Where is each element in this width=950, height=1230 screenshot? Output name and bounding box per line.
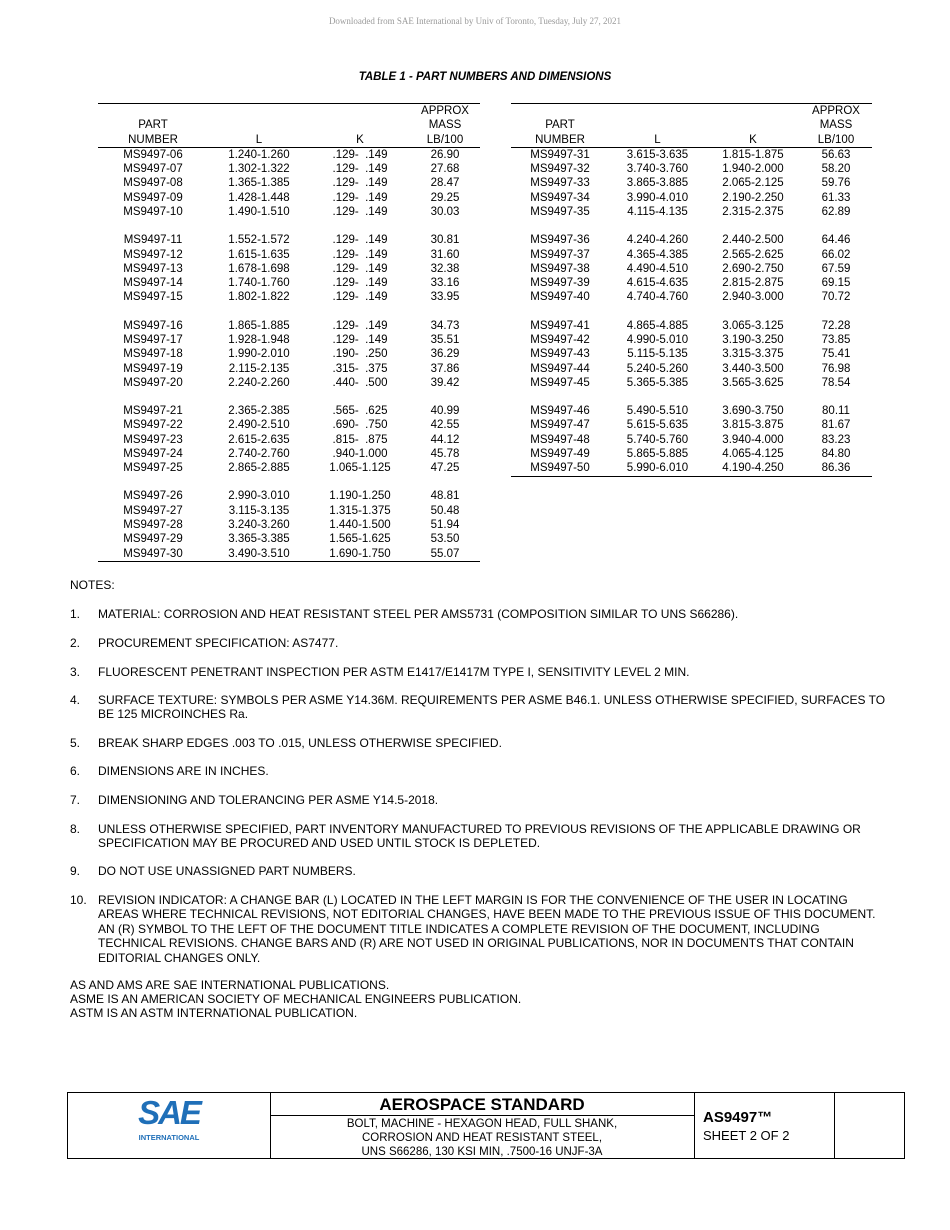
l-dimension-cell: 5.115-5.135 [627, 348, 688, 361]
table-row [98, 176, 480, 190]
sae-logo [68, 1093, 270, 1158]
l-dimension-cell: 4.615-4.635 [626, 277, 689, 290]
table-title: TABLE 1 - PART NUMBERS AND DIMENSIONS [358, 71, 612, 83]
part-number-cell: MS9497-43 [530, 348, 590, 361]
k-dimension-cell: 2.815-2.875 [722, 277, 784, 290]
part-number-cell: MS9497-27 [123, 504, 183, 517]
mass-cell: 27.68 [430, 163, 460, 176]
mass-cell: 30.03 [430, 206, 460, 219]
mass-cell: 35.51 [430, 333, 460, 346]
k-dimension-cell: 1.690-1.750 [310, 547, 410, 562]
l-dimension-cell: 3.865-3.885 [626, 177, 689, 190]
mass-cell: 33.16 [430, 277, 460, 290]
l-dimension-cell: 4.115-4.135 [627, 206, 688, 219]
table-row [511, 305, 872, 333]
mass-cell: 81.67 [821, 419, 851, 432]
mass-cell: 62.89 [821, 206, 851, 219]
note-number: 3. [70, 665, 81, 679]
table-row [98, 147, 480, 162]
k-dimension-cell: 2.690-2.750 [722, 262, 784, 275]
table-row [98, 461, 480, 475]
k-dimension-cell: 3.565-3.625 [722, 376, 784, 389]
k-dimension-cell: 4.190-4.250 [706, 461, 800, 476]
table-row [98, 504, 480, 518]
table-row [98, 347, 480, 361]
k-dimension-cell: .129- .149 [332, 177, 388, 190]
note-number: 4. [70, 693, 81, 707]
table-row [511, 376, 872, 390]
mass-cell: 70.72 [821, 291, 851, 304]
mass-cell: 33.95 [430, 291, 460, 304]
k-dimension-cell: .815- .875 [332, 433, 388, 446]
table-row [98, 362, 480, 376]
note-number: 5. [70, 736, 81, 750]
part-number-cell: MS9497-45 [530, 376, 590, 389]
mass-cell: 55.07 [410, 547, 480, 562]
title-cell [270, 1093, 695, 1158]
l-dimension-cell: 2.490-2.510 [228, 419, 290, 432]
sae-logo-mark: SAE [138, 1094, 200, 1131]
part-number-cell: MS9497-08 [123, 177, 183, 190]
k-dimension-cell: 1.190-1.250 [329, 490, 391, 503]
table-row [511, 347, 872, 361]
k-dimension-cell: 3.190-3.250 [722, 333, 784, 346]
parts-table-right [511, 103, 872, 477]
table-row [98, 447, 480, 461]
table-row [511, 147, 872, 162]
table-row [98, 390, 480, 418]
table-row [511, 333, 872, 347]
l-dimension-cell: 1.865-1.885 [228, 319, 290, 332]
l-dimension-cell: 1.552-1.572 [228, 234, 290, 247]
l-dimension-cell: 1.302-1.322 [228, 163, 290, 176]
mass-cell: 59.76 [821, 177, 851, 190]
k-dimension-cell: 1.315-1.375 [329, 504, 391, 517]
part-number-cell: MS9497-31 [530, 148, 590, 161]
table-row [98, 305, 480, 333]
k-dimension-cell: 3.065-3.125 [722, 319, 784, 332]
part-number-cell: MS9497-11 [123, 234, 183, 247]
mass-cell: 29.25 [430, 191, 460, 204]
part-number-cell: MS9497-12 [123, 248, 183, 261]
publication-line: ASME IS AN AMERICAN SOCIETY OF MECHANICAL ENGINEERS PUBLICATION. [70, 992, 522, 1007]
table-row [98, 418, 480, 432]
table-row [98, 290, 480, 304]
part-number-cell: MS9497-15 [123, 291, 183, 304]
table-row [511, 276, 872, 290]
table-row [511, 447, 872, 461]
header-mass: MASS [819, 119, 853, 132]
part-number-cell: MS9497-10 [123, 206, 183, 219]
l-dimension-cell: 1.615-1.635 [228, 248, 290, 261]
table-row [98, 262, 480, 276]
mass-cell: 53.50 [430, 533, 460, 546]
document-description [270, 1116, 694, 1160]
l-dimension-cell: 3.990-4.010 [626, 191, 689, 204]
k-dimension-cell: 3.940-4.000 [722, 433, 784, 446]
mass-cell: 48.81 [430, 490, 460, 503]
l-dimension-cell: 4.365-4.385 [626, 248, 689, 261]
note-number: 2. [70, 636, 81, 650]
part-number-cell: MS9497-38 [530, 262, 590, 275]
k-dimension-cell: .440- .500 [332, 376, 388, 389]
part-number-cell: MS9497-46 [530, 405, 590, 418]
mass-cell: 40.99 [430, 405, 460, 418]
k-dimension-cell: .315- .375 [332, 362, 388, 375]
sae-logo-subtext: INTERNATIONAL [138, 1133, 200, 1142]
k-dimension-cell: .129- .149 [332, 319, 388, 332]
part-number-cell: MS9497-34 [530, 191, 590, 204]
note-item [70, 636, 890, 650]
table-row [98, 191, 480, 205]
l-dimension-cell: 5.365-5.385 [626, 376, 689, 389]
part-number-cell: MS9497-24 [123, 447, 183, 460]
part-number-cell: MS9497-18 [123, 348, 183, 361]
k-dimension-cell: 1.815-1.875 [722, 148, 784, 161]
k-dimension-cell: 1.940-2.000 [722, 163, 784, 176]
mass-cell: 39.42 [430, 376, 460, 389]
l-dimension-cell: 2.990-3.010 [228, 490, 290, 503]
mass-cell: 64.46 [821, 234, 851, 247]
note-text: MATERIAL: CORROSION AND HEAT RESISTANT STEEL PER AMS5731 (COMPOSITION SIMILAR TO UNS S66286). [98, 607, 739, 621]
k-dimension-cell: 2.440-2.500 [722, 234, 784, 247]
table-row [511, 461, 872, 476]
table-row [98, 248, 480, 262]
k-dimension-cell: .129- .149 [332, 291, 388, 304]
note-item [70, 793, 890, 807]
part-number-cell: MS9497-37 [530, 248, 590, 261]
mass-cell: 72.28 [821, 319, 851, 332]
part-number-cell: MS9497-49 [530, 447, 590, 460]
l-dimension-cell: 5.990-6.010 [609, 461, 706, 476]
table-row [511, 433, 872, 447]
header-mass: MASS [428, 119, 462, 132]
table-row [98, 276, 480, 290]
note-text: DIMENSIONS ARE IN INCHES. [98, 764, 269, 778]
parts-table-left [98, 103, 480, 562]
note-number: 1. [70, 607, 81, 621]
k-dimension-cell: .690- .750 [332, 419, 388, 432]
table-row [511, 262, 872, 276]
mass-cell: 37.86 [430, 362, 460, 375]
note-item [70, 665, 890, 679]
note-text: DIMENSIONING AND TOLERANCING PER ASME Y14.5-2018. [98, 793, 439, 807]
mass-cell: 75.41 [821, 348, 851, 361]
publication-line: AS AND AMS ARE SAE INTERNATIONAL PUBLICATIONS. [70, 978, 390, 992]
part-number-cell: MS9497-28 [123, 518, 183, 531]
l-dimension-cell: 3.240-3.260 [228, 518, 290, 531]
l-dimension-cell: 2.240-2.260 [228, 376, 290, 389]
mass-cell: 56.63 [821, 148, 851, 161]
header-k: K [310, 133, 410, 148]
k-dimension-cell: 2.940-3.000 [722, 291, 784, 304]
k-dimension-cell: 3.315-3.375 [722, 348, 784, 361]
publication-line: ASTM IS AN ASTM INTERNATIONAL PUBLICATION. [70, 1006, 358, 1021]
mass-cell: 36.29 [430, 348, 460, 361]
table-row [98, 376, 480, 390]
l-dimension-cell: 4.240-4.260 [626, 234, 689, 247]
part-number-cell: MS9497-20 [123, 376, 183, 389]
l-dimension-cell: 3.490-3.510 [208, 547, 310, 562]
k-dimension-cell: 2.190-2.250 [722, 191, 784, 204]
part-number-cell: MS9497-36 [530, 234, 590, 247]
l-dimension-cell: 1.240-1.260 [228, 148, 290, 161]
part-number-cell: MS9497-21 [123, 405, 183, 418]
l-dimension-cell: 1.990-2.010 [228, 348, 290, 361]
part-number-cell: MS9497-16 [123, 319, 183, 332]
mass-cell: 30.81 [430, 234, 460, 247]
mass-cell: 67.59 [821, 262, 851, 275]
sheet-number: SHEET 2 OF 2 [703, 1128, 790, 1143]
logo-cell [68, 1093, 271, 1158]
l-dimension-cell: 2.615-2.635 [228, 433, 290, 446]
k-dimension-cell: .129- .149 [332, 148, 388, 161]
note-number: 10. [70, 893, 87, 907]
l-dimension-cell: 1.365-1.385 [228, 177, 290, 190]
part-number-cell: MS9497-19 [123, 362, 183, 375]
part-number-cell: MS9497-26 [123, 490, 183, 503]
header-k: K [706, 133, 800, 148]
note-text: UNLESS OTHERWISE SPECIFIED, PART INVENTORY MANUFACTURED TO PREVIOUS REVISIONS OF THE APPLICABLE DRAWING OR SPECIFICATION MAY BE PROCURED AND USED UNTIL STOCK IS DEPLETED. [98, 822, 861, 851]
table-row [98, 518, 480, 532]
part-number-cell: MS9497-42 [530, 333, 590, 346]
mass-cell: 83.23 [821, 433, 851, 446]
part-number-cell: MS9497-13 [123, 262, 183, 275]
part-number-cell: MS9497-40 [530, 291, 590, 304]
k-dimension-cell: .129- .149 [332, 333, 388, 346]
note-number: 6. [70, 764, 81, 778]
l-dimension-cell: 1.490-1.510 [228, 206, 290, 219]
note-text: BREAK SHARP EDGES .003 TO .015, UNLESS OTHERWISE SPECIFIED. [98, 736, 502, 750]
part-number-cell: MS9497-22 [123, 419, 183, 432]
part-number-cell: MS9497-50 [511, 461, 609, 476]
document-number: AS9497™ [703, 1109, 773, 1126]
note-item [70, 764, 890, 778]
header-lb100: LB/100 [800, 133, 872, 148]
download-watermark: Downloaded from SAE International by Univ of Toronto, Tuesday, July 27, 2021 [328, 16, 622, 26]
table-row [98, 333, 480, 347]
note-text: DO NOT USE UNASSIGNED PART NUMBERS. [98, 864, 356, 878]
note-number: 8. [70, 822, 81, 836]
mass-cell: 80.11 [822, 405, 850, 418]
table-row [98, 162, 480, 176]
l-dimension-cell: 1.428-1.448 [228, 191, 290, 204]
table-row [511, 362, 872, 376]
header-part: PART [545, 119, 575, 132]
header-lb100: LB/100 [410, 133, 480, 148]
k-dimension-cell: 3.815-3.875 [722, 419, 784, 432]
part-number-cell: MS9497-09 [123, 191, 183, 204]
part-number-cell: MS9497-25 [123, 462, 183, 475]
l-dimension-cell: 5.865-5.885 [626, 447, 689, 460]
part-number-cell: MS9497-06 [123, 148, 183, 161]
part-number-cell: MS9497-47 [530, 419, 590, 432]
header-l: L [609, 133, 706, 148]
l-dimension-cell: 3.740-3.760 [626, 163, 689, 176]
mass-cell: 31.60 [430, 248, 460, 261]
mass-cell: 28.47 [430, 177, 460, 190]
note-text: REVISION INDICATOR: A CHANGE BAR (L) LOCATED IN THE LEFT MARGIN IS FOR THE CONVENIENCE OF THE USER IN LOCATING AREAS WHERE TECHNICAL REVISIONS, NOT EDITORIAL CHANGES, HAVE BEEN MADE TO THE PREVIOUS ISSUE OF THIS DOCUMENT. AN (R) SYMBOL TO THE LEFT OF THE DOCUMENT TITLE INDICATES A COMPLETE REVISION OF THE DOCUMENT, INCLUDING TECHNICAL REVISIONS. CHANGE BARS AND (R) ARE NOT USED IN ORIGINAL PUBLICATIONS, NOR IN DOCUMENTS THAT CONTAIN EDITORIAL CHANGES ONLY. [98, 893, 876, 965]
table-row [511, 205, 872, 219]
k-dimension-cell: .129- .149 [332, 206, 388, 219]
mass-cell: 58.20 [821, 163, 851, 176]
k-dimension-cell: .129- .149 [332, 248, 388, 261]
header-l: L [208, 133, 310, 148]
table-row [511, 418, 872, 432]
note-item [70, 864, 890, 878]
k-dimension-cell: 4.065-4.125 [722, 447, 784, 460]
k-dimension-cell: 3.690-3.750 [722, 405, 784, 418]
l-dimension-cell: 1.802-1.822 [228, 291, 290, 304]
l-dimension-cell: 2.365-2.385 [228, 405, 290, 418]
mass-cell: 32.38 [430, 262, 460, 275]
title-block [67, 1092, 905, 1159]
description-line: BOLT, MACHINE - HEXAGON HEAD, FULL SHANK, [346, 1118, 618, 1130]
note-item [70, 822, 890, 851]
part-number-cell: MS9497-14 [123, 277, 183, 290]
l-dimension-cell: 2.740-2.760 [228, 447, 290, 460]
mass-cell: 78.54 [821, 376, 851, 389]
k-dimension-cell: .129- .149 [332, 234, 388, 247]
mass-cell: 61.33 [821, 191, 851, 204]
k-dimension-cell: 2.065-2.125 [722, 177, 784, 190]
table-row [511, 176, 872, 190]
l-dimension-cell: 1.740-1.760 [228, 277, 290, 290]
l-dimension-cell: 5.240-5.260 [626, 362, 689, 375]
mass-cell: 66.02 [821, 248, 851, 261]
mass-cell: 51.94 [430, 518, 460, 531]
mass-cell: 42.55 [430, 419, 460, 432]
notes-heading: NOTES: [70, 578, 115, 592]
table-row [98, 547, 480, 562]
table-row [511, 162, 872, 176]
mass-cell: 34.73 [430, 319, 460, 332]
mass-cell: 76.98 [821, 362, 851, 375]
description-line: UNS S66286, 130 KSI MIN, .7500-16 UNJF-3A [361, 1146, 603, 1159]
mass-cell: 73.85 [821, 333, 851, 346]
publication-notes [70, 978, 521, 1021]
note-item [70, 893, 890, 965]
document-number-cell [694, 1093, 835, 1158]
note-number: 7. [70, 793, 81, 807]
part-number-cell: MS9497-23 [123, 433, 183, 446]
header-part: PART [138, 119, 168, 132]
l-dimension-cell: 2.115-2.135 [228, 362, 290, 375]
table-row [511, 191, 872, 205]
l-dimension-cell: 1.678-1.698 [228, 262, 290, 275]
part-number-cell: MS9497-33 [530, 177, 590, 190]
mass-cell: 84.80 [821, 447, 851, 460]
header-approx: APPROX [800, 104, 872, 119]
mass-cell: 50.48 [430, 504, 460, 517]
note-text: PROCUREMENT SPECIFICATION: AS7477. [98, 636, 339, 650]
note-item [70, 736, 890, 750]
l-dimension-cell: 3.615-3.635 [626, 148, 689, 161]
mass-cell: 47.25 [430, 462, 460, 475]
table-row [511, 219, 872, 247]
table-row [98, 476, 480, 504]
part-number-cell: MS9497-30 [98, 547, 208, 562]
part-number-cell: MS9497-07 [123, 163, 183, 176]
l-dimension-cell: 5.740-5.760 [626, 433, 689, 446]
part-number-cell: MS9497-35 [530, 206, 590, 219]
mass-cell: 44.12 [430, 433, 460, 446]
note-text: SURFACE TEXTURE: SYMBOLS PER ASME Y14.36M. REQUIREMENTS PER ASME B46.1. UNLESS OTHERWISE SPECIFIED, SURFACES TO BE 125 MICROINCHES Ra. [98, 693, 886, 722]
table-row [98, 219, 480, 247]
part-number-cell: MS9497-41 [530, 319, 590, 332]
k-dimension-cell: 2.565-2.625 [722, 248, 784, 261]
header-number: NUMBER [511, 133, 609, 148]
part-number-cell: MS9497-39 [530, 277, 590, 290]
document-heading: AEROSPACE STANDARD [270, 1093, 694, 1116]
header-approx: APPROX [410, 104, 480, 119]
l-dimension-cell: 2.865-2.885 [228, 462, 290, 475]
description-line: CORROSION AND HEAT RESISTANT STEEL, [361, 1132, 603, 1145]
table-row [98, 205, 480, 219]
k-dimension-cell: 3.440-3.500 [722, 362, 784, 375]
k-dimension-cell: .129- .149 [332, 163, 388, 176]
k-dimension-cell: .565- .625 [332, 405, 388, 418]
header-number: NUMBER [98, 133, 208, 148]
l-dimension-cell: 4.990-5.010 [626, 333, 689, 346]
l-dimension-cell: 4.740-4.760 [626, 291, 689, 304]
table-row [98, 433, 480, 447]
note-item [70, 607, 890, 621]
l-dimension-cell: 3.365-3.385 [228, 533, 290, 546]
k-dimension-cell: .129- .149 [332, 277, 388, 290]
l-dimension-cell: 5.490-5.510 [626, 405, 689, 418]
note-number: 9. [70, 864, 81, 878]
l-dimension-cell: 3.115-3.135 [228, 504, 290, 517]
k-dimension-cell: .940-1.000 [332, 447, 388, 460]
k-dimension-cell: .190- .250 [332, 348, 388, 361]
l-dimension-cell: 5.615-5.635 [626, 419, 689, 432]
table-row [511, 248, 872, 262]
mass-cell: 26.90 [430, 148, 460, 161]
k-dimension-cell: .129- .149 [332, 262, 388, 275]
k-dimension-cell: 1.440-1.500 [329, 518, 391, 531]
part-number-cell: MS9497-29 [123, 533, 183, 546]
note-text: FLUORESCENT PENETRANT INSPECTION PER ASTM E1417/E1417M TYPE I, SENSITIVITY LEVEL 2 MIN. [98, 665, 690, 679]
note-item [70, 693, 890, 722]
k-dimension-cell: 1.065-1.125 [329, 462, 391, 475]
mass-cell: 45.78 [430, 447, 460, 460]
table-row [511, 390, 872, 418]
k-dimension-cell: 2.315-2.375 [722, 206, 784, 219]
part-number-cell: MS9497-32 [530, 163, 590, 176]
part-number-cell: MS9497-44 [530, 362, 590, 375]
k-dimension-cell: .129- .149 [332, 191, 388, 204]
l-dimension-cell: 4.490-4.510 [626, 262, 689, 275]
table-row [98, 532, 480, 546]
mass-cell: 69.15 [821, 277, 851, 290]
table-row [511, 290, 872, 304]
k-dimension-cell: 1.565-1.625 [329, 533, 391, 546]
part-number-cell: MS9497-48 [530, 433, 590, 446]
l-dimension-cell: 1.928-1.948 [228, 333, 290, 346]
l-dimension-cell: 4.865-4.885 [626, 319, 689, 332]
part-number-cell: MS9497-17 [123, 333, 183, 346]
mass-cell: 86.36 [800, 461, 872, 476]
